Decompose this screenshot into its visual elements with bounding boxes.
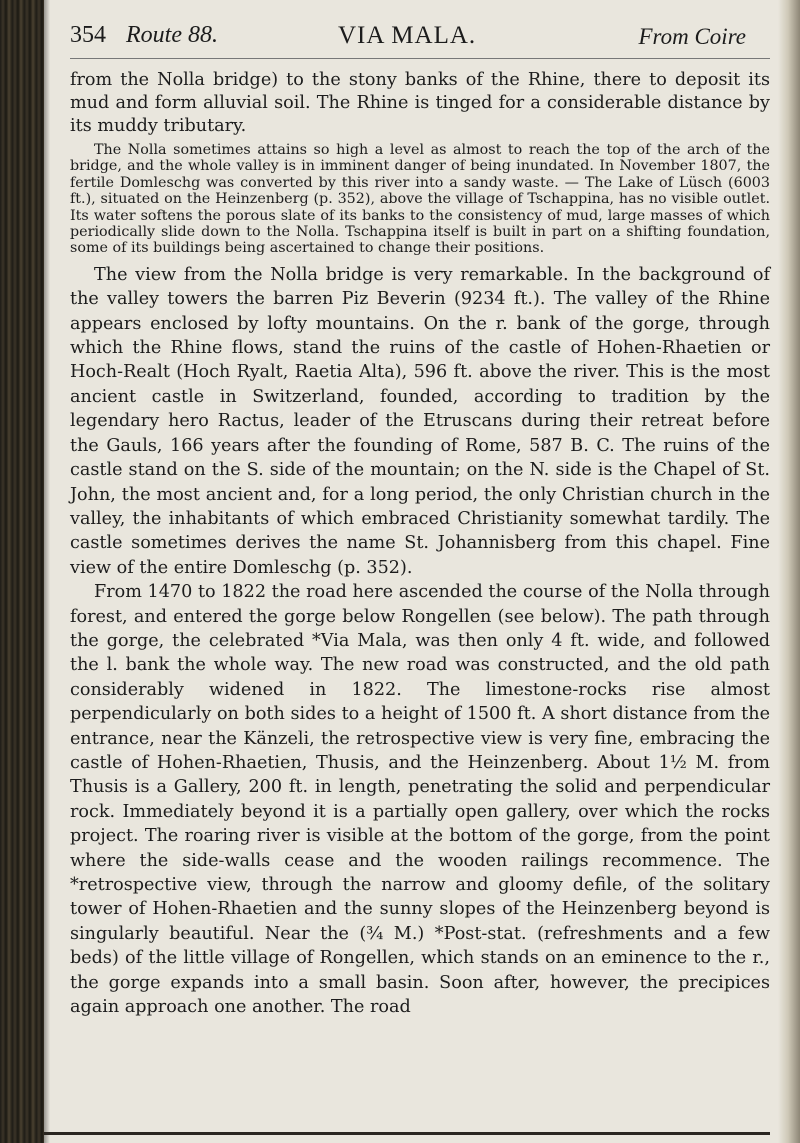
page-edge-shadow [778,0,800,1143]
page-title: VIA MALA. [338,22,477,49]
running-head [70,14,770,59]
paragraph-nolla-view: The view from the Nolla bridge is very remarkable. In the background of the valley towers the barren Piz Beverin (9234 ft.). The valley of the Rhine appears enclosed by lofty mountains. On the r. bank of the gorge, through which the Rhine flows, stand the ruins of the castle of Hohen-Rhaetien or Hoch-Realt (Hoch Ryalt, Raetia Alta), 596 ft. above the river. This is the most ancient castle in Switzerland, founded, according to tradition by the legendary hero Ractus, leader of the Etruscans during their retreat before the Gauls, 166 years after the founding of Rome, 587 B. C. The ruins of the castle stand on the S. side of the mountain; on the N. side is the Chapel of St. John, the most ancient and, for a long period, the only Christian church in the valley, the inhabitants of which embraced Christianity somewhat tardily. The castle sometimes derives the name St. Johannisberg from this chapel. Fine view of the entire Domleschg (p. 352). [70,264,770,578]
bottom-edge [44,1132,770,1135]
small-print-note: The Nolla sometimes attains so high a level as almost to reach the top of the arch of the bridge, and the whole valley is in imminent danger of being inundated. In November 1807, the fertile Domleschg was converted by this river into a sandy waste. — The Lake of Lüsch (6003 ft.), situated on the Heinzenberg (p. 352), above the village of Tschappina, has no visible outlet. Its water softens the porous slate of its banks to the consistency of mud, large masses of which periodically slide down to the Nolla. Tschappina itself is built in part on a shifting foundation, some of its buildings being ascertained to change their positions. [70,142,770,257]
book-binding [0,0,44,1143]
paragraph-continuation: from the Nolla bridge) to the stony banks of the Rhine, there to deposit its mud and form alluvial soil. The Rhine is tinged for a considerable distance by its muddy tributary. [70,70,770,136]
paragraph-via-mala-road: From 1470 to 1822 the road here ascended the course of the Nolla through forest, and entered the gorge below Rongellen (see below). The path through the gorge, the celebrated *Via Mala, was then only 4 ft. wide, and followed the l. bank the whole way. The new road was constructed, and the old path considerably widened in 1822. The limestone-rocks rise almost perpendicularly on both sides to a height of 1500 ft. A short distance from the entrance, near the Känzeli, the retrospective view is very fine, embracing the castle of Hohen-Rhaetien, Thusis, and the Heinzenberg. About 1½ M. from Thusis is a Gallery, 200 ft. in length, penetrating the solid and perpendicular rock. Immediately beyond it is a partially open gallery, over which the rocks project. The roaring river is visible at the bottom of the gorge, from the point where the side-walls cease and the wooden railings recommence. The *retrospective view, through the narrow and gloomy defile, of the solitary tower of Hohen-Rhaetien and the sunny slopes of the Heinzenberg beyond is singularly beautiful. Near the (¾ M.) *Post-stat. (refreshments and a few beds) of the little village of Rongellen, which stands on an eminence to the r., the gorge expands into a small basin. Soon after, however, the precipices again approach one another. The road [70,582,770,1018]
book-page [70,14,770,1124]
body-text [70,69,770,1019]
running-head-right: From Coire [638,24,746,49]
route-label: Route 88. [126,22,218,48]
page-number: 354 [70,22,106,48]
